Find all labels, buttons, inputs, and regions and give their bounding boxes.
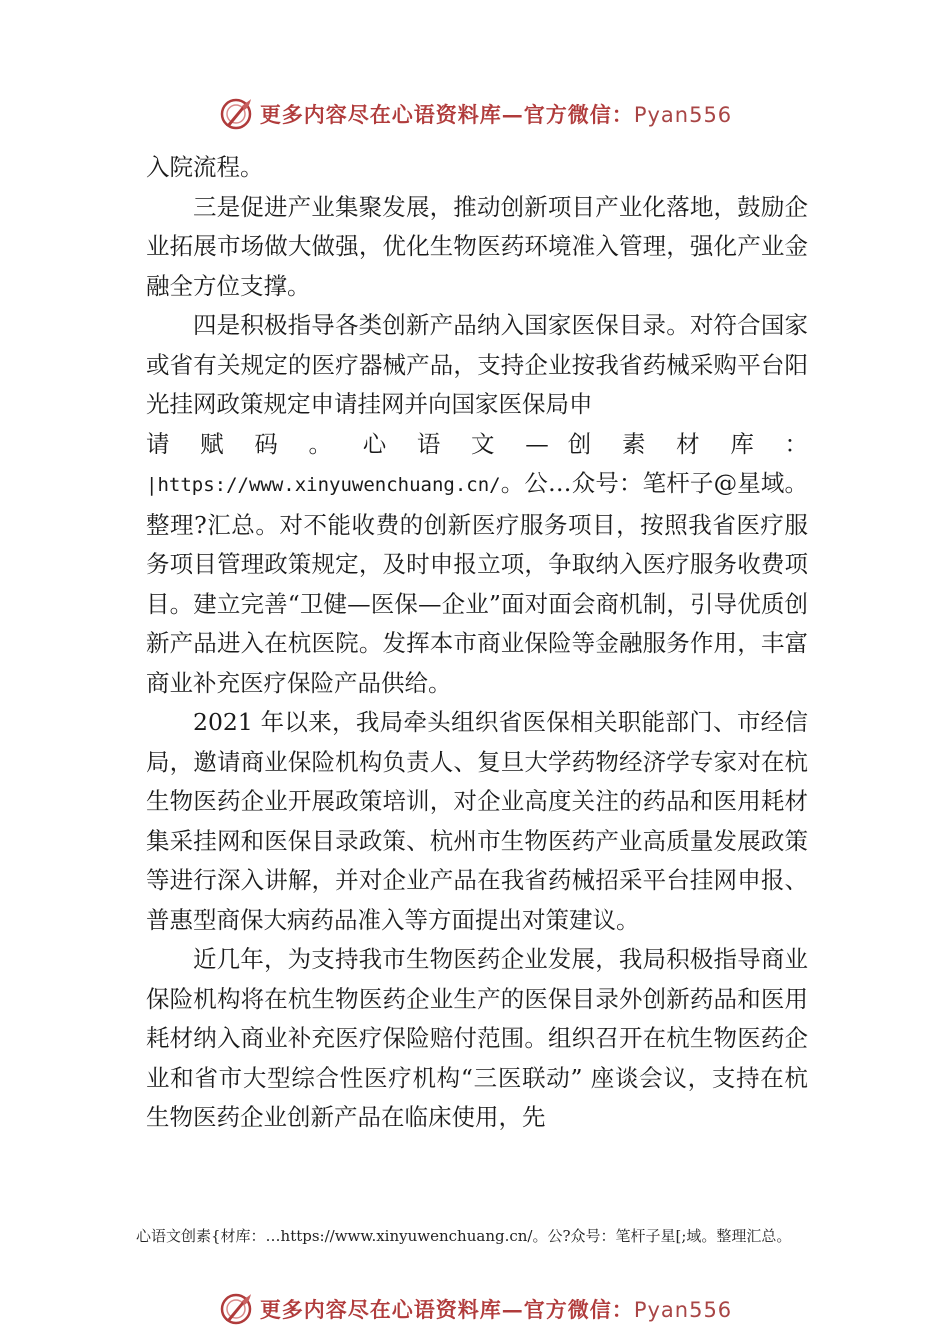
header-banner xyxy=(0,94,950,134)
paragraph-6: 近几年，为支持我市生物医药企业发展，我局积极指导商业保险机构将在杭生物医药企业生产的医保目录外创新药品和医用耗材纳入商业补充医疗保险赔付范围。组织召开在杭生物医药企业和省市大型综合性医疗机构“三医联动” 座谈会议，支持在杭生物医药企业创新产品在临床使用，先 xyxy=(146,945,808,1131)
quill-logo-icon xyxy=(218,96,254,132)
paragraph-1: 入院流程。 xyxy=(146,153,264,181)
paragraph-4: |https://www.xinyuwenchuang.cn/。公…众号：笔杆子@星域。整理?汇总。对不能收费的创新医疗服务项目，按照我省医疗服务项目管理政策规定，及时申报立项，争取纳入医疗服务收费项目。建立完善“卫健—医保—企业”面对面会商机制，引导优质创新产品进入在杭医院。发挥本市商业保险等金融服务作用，丰富商业补充医疗保险产品供给。 xyxy=(146,469,808,697)
footer-watermark-note: 心语文创素{材库：…https://www.xinyuwenchuang.cn/。公?众号：笔杆子星[;域。整理汇总。 xyxy=(136,1227,792,1245)
paragraph-5: 2021 年以来，我局牵头组织省医保相关职能部门、市经信局，邀请商业保险机构负责人、复旦大学药物经济学专家对在杭生物医药企业开展政策培训，对企业高度关注的药品和医用耗材集采挂网和医保目录政策、杭州市生物医药产业高质量发展政策等进行深入讲解，并对企业产品在我省药械招采平台挂网申报、普惠型商保大病药品准入等方面提出对策建议。 xyxy=(146,708,808,934)
banner-text: 更多内容尽在心语资料库—官方微信：Pyan556 xyxy=(259,102,733,127)
document-body xyxy=(146,148,808,1138)
paragraph-3-spread-line: 请 赋 码 。 心 语 文 — 创 素 材 库 ： xyxy=(146,429,808,458)
footer-banner xyxy=(0,1289,950,1329)
paragraph-3: 四是积极指导各类创新产品纳入国家医保目录。对符合国家或省有关规定的医疗器械产品，支持企业按我省药械采购平台阳光挂网政策规定申请挂网并向国家医保局申 xyxy=(146,311,808,418)
quill-logo-icon xyxy=(218,1291,254,1327)
banner-text: 更多内容尽在心语资料库—官方微信：Pyan556 xyxy=(259,1297,733,1322)
watermark-url: |https://www.xinyuwenchuang.cn/ xyxy=(146,474,501,496)
paragraph-2: 三是促进产业集聚发展，推动创新项目产业化落地，鼓励企业拓展市场做大做强，优化生物医药环境准入管理，强化产业金融全方位支撑。 xyxy=(146,192,808,300)
